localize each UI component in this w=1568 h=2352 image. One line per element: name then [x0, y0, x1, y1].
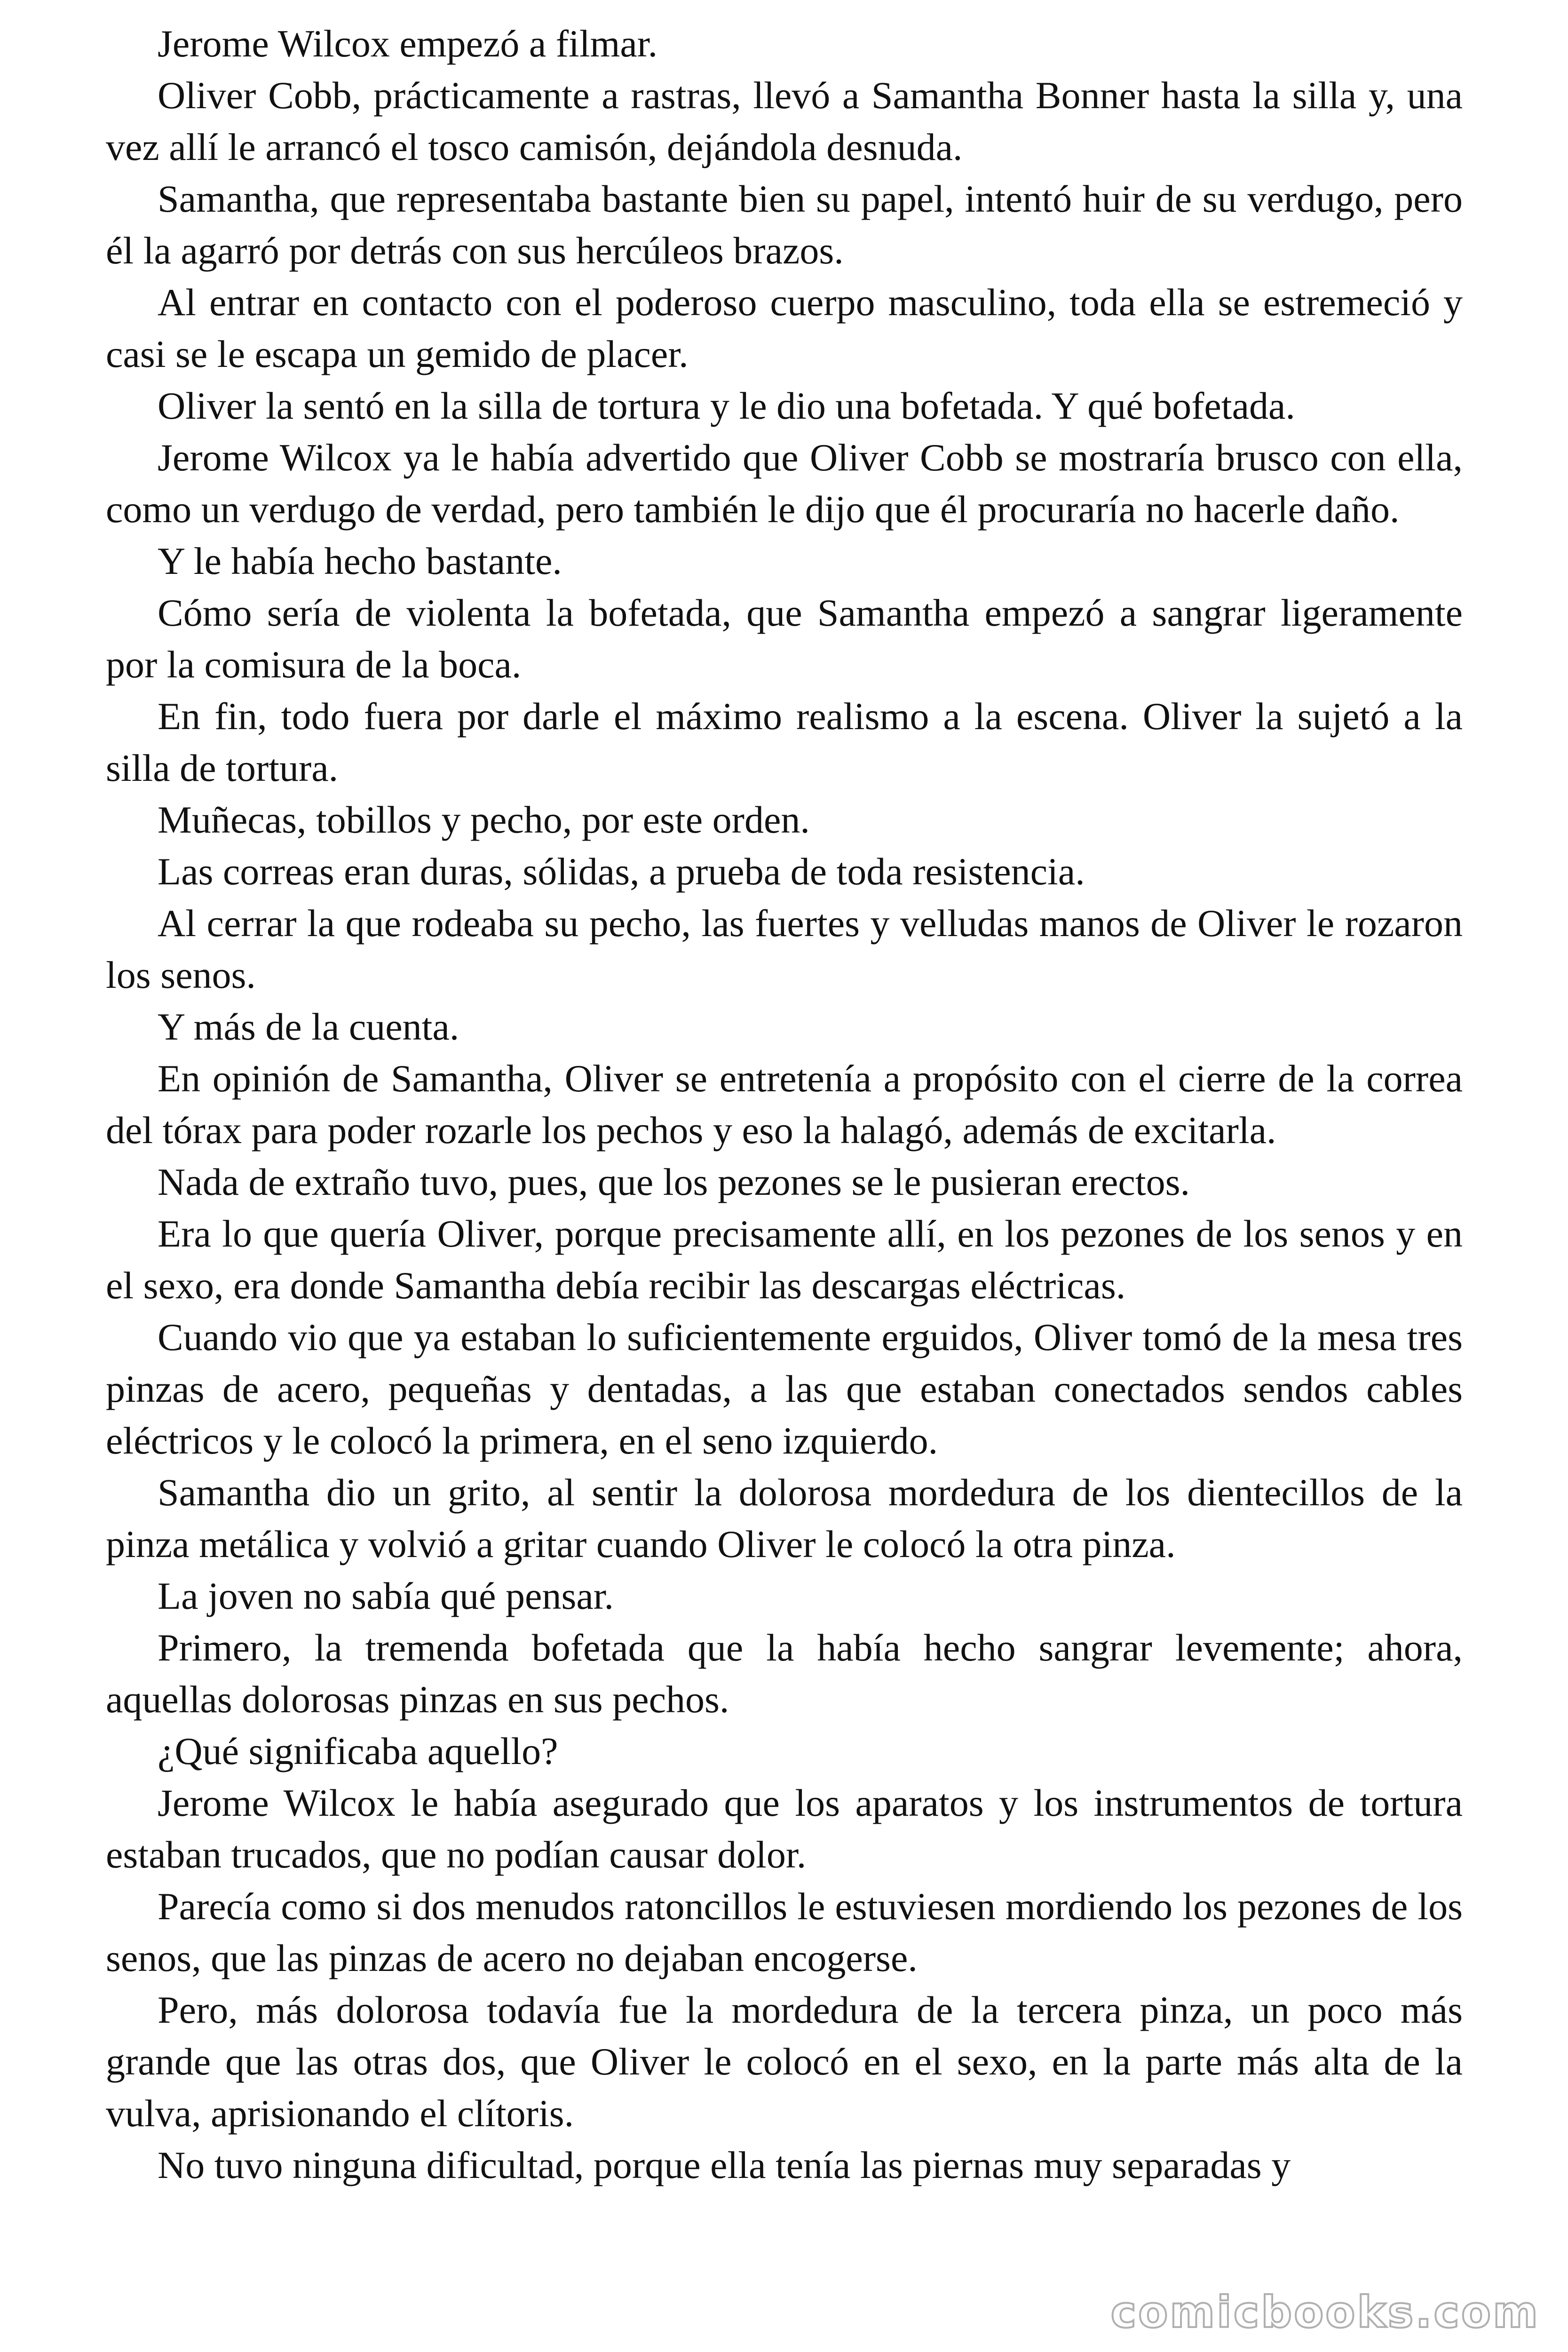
paragraph: Cómo sería de violenta la bofetada, que Samantha empezó a sangrar ligeramente por la comisura de la boca. [106, 591, 1463, 686]
watermark: comicbooks.com [1110, 2287, 1540, 2337]
paragraph: Parecía como si dos menudos ratoncillos le estuviesen mordiendo los pezones de los senos, que las pinzas de acero no dejaban encogerse. [106, 1885, 1463, 1979]
page-text [106, 18, 1463, 2191]
paragraph: Muñecas, tobillos y pecho, por este orden. [158, 798, 810, 841]
paragraph: ¿Qué significaba aquello? [158, 1730, 558, 1772]
paragraph: Samantha, que representaba bastante bien su papel, intentó huir de su verdugo, pero él la agarró por detrás con sus hercúleos brazos. [106, 177, 1463, 272]
paragraph: Jerome Wilcox empezó a filmar. [158, 22, 658, 65]
paragraph: Nada de extraño tuvo, pues, que los pezones se le pusieran erectos. [158, 1160, 1190, 1203]
paragraph: La joven no sabía qué pensar. [158, 1574, 614, 1617]
paragraph: No tuvo ninguna dificultad, porque ella tenía las piernas muy separadas y [158, 2144, 1291, 2186]
paragraph: En opinión de Samantha, Oliver se entretenía a propósito con el cierre de la correa del tórax para poder rozarle los pechos y eso la halagó, además de excitarla. [106, 1057, 1463, 1152]
paragraph: Oliver Cobb, prácticamente a rastras, llevó a Samantha Bonner hasta la silla y, una vez allí le arrancó el tosco camisón, dejándola desnuda. [106, 74, 1463, 168]
paragraph: Al entrar en contacto con el poderoso cuerpo masculino, toda ella se estremeció y casi se le escapa un gemido de placer. [106, 281, 1463, 375]
paragraph: Era lo que quería Oliver, porque precisamente allí, en los pezones de los senos y en el sexo, era donde Samantha debía recibir las descargas eléctricas. [106, 1212, 1463, 1307]
paragraph: Oliver la sentó en la silla de tortura y le dio una bofetada. Y qué bofetada. [158, 384, 1295, 427]
paragraph: Jerome Wilcox ya le había advertido que Oliver Cobb se mostraría brusco con ella, como un verdugo de verdad, pero también le dijo que él procuraría no hacerle daño. [106, 436, 1463, 531]
paragraph: En fin, todo fuera por darle el máximo realismo a la escena. Oliver la sujetó a la silla de tortura. [106, 695, 1463, 789]
paragraph: Y más de la cuenta. [158, 1005, 459, 1048]
paragraph: Jerome Wilcox le había asegurado que los aparatos y los instrumentos de tortura estaban trucados, que no podían causar dolor. [106, 1781, 1463, 1876]
paragraph: Primero, la tremenda bofetada que la había hecho sangrar levemente; ahora, aquellas dolorosas pinzas en sus pechos. [106, 1626, 1463, 1721]
paragraph: Las correas eran duras, sólidas, a prueba de toda resistencia. [158, 850, 1085, 893]
paragraph: Y le había hecho bastante. [158, 540, 562, 582]
paragraph: Samantha dio un grito, al sentir la dolorosa mordedura de los dientecillos de la pinza metálica y volvió a gritar cuando Oliver le colocó la otra pinza. [106, 1471, 1463, 1565]
paragraph: Cuando vio que ya estaban lo suficientemente erguidos, Oliver tomó de la mesa tres pinzas de acero, pequeñas y dentadas, a las que estaban conectados sendos cables eléctricos y le colocó la primera, en el seno izquierdo. [106, 1316, 1463, 1462]
paragraph: Al cerrar la que rodeaba su pecho, las fuertes y velludas manos de Oliver le rozaron los senos. [106, 902, 1463, 996]
paragraph: Pero, más dolorosa todavía fue la mordedura de la tercera pinza, un poco más grande que las otras dos, que Oliver le colocó en el sexo, en la parte más alta de la vulva, aprisionando el clítoris. [106, 1988, 1463, 2135]
